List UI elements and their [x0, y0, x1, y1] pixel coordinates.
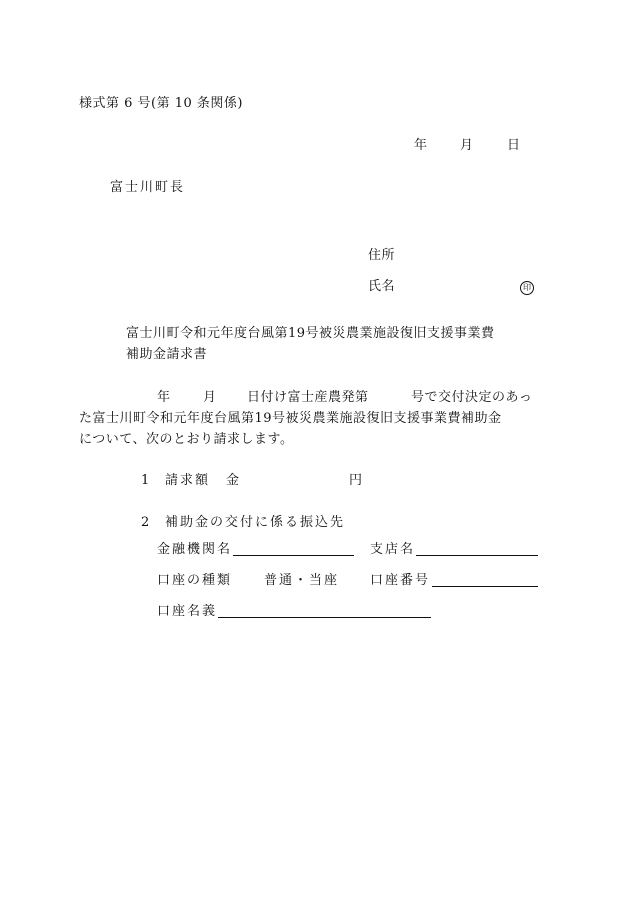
body-line-2: た富士川町令和元年度台風第19号被災農業施設復旧支援事業費補助金	[79, 411, 502, 426]
body-year-label: 年	[157, 390, 171, 405]
date-year-label: 年	[414, 138, 428, 153]
addressee: 富士川町長	[110, 180, 186, 195]
account-holder-label: 口座名義	[157, 604, 218, 619]
branch-label: 支店名	[370, 542, 416, 557]
item1-number: 1	[141, 473, 150, 488]
account-holder-field[interactable]	[218, 617, 431, 618]
body-month-label: 月	[203, 390, 217, 405]
account-number-field[interactable]	[432, 586, 538, 587]
title-line-1: 富士川町令和元年度台風第19号被災農業施設復旧支援事業費	[126, 326, 495, 341]
bank-label: 金融機関名	[157, 542, 233, 557]
body-line-3: について、次のとおり請求します。	[79, 432, 294, 447]
item2-number: 2	[141, 515, 150, 530]
account-type-label: 口座の種類	[157, 573, 233, 588]
address-label: 住所	[368, 248, 396, 263]
item2-label: 補助金の交付に係る振込先	[165, 515, 346, 530]
item1-unit: 円	[349, 473, 363, 488]
bank-field[interactable]	[233, 555, 354, 556]
body-number-suffix: 号で交付決定のあっ	[411, 390, 533, 405]
title-line-2: 補助金請求書	[126, 347, 208, 362]
date-day-label: 日	[507, 138, 521, 153]
form-number: 様式第 6 号(第 10 条関係)	[79, 96, 243, 111]
branch-field[interactable]	[416, 555, 538, 556]
account-type-options: 普通・当座	[264, 573, 340, 588]
body-date-notice: 日付け富士産農発第	[247, 390, 369, 405]
account-number-label: 口座番号	[370, 573, 431, 588]
name-label: 氏名	[368, 279, 396, 294]
item1-label: 請求額	[165, 473, 211, 488]
seal-mark: 印	[520, 281, 534, 295]
date-month-label: 月	[460, 138, 474, 153]
item1-amount-prefix: 金	[226, 473, 240, 488]
